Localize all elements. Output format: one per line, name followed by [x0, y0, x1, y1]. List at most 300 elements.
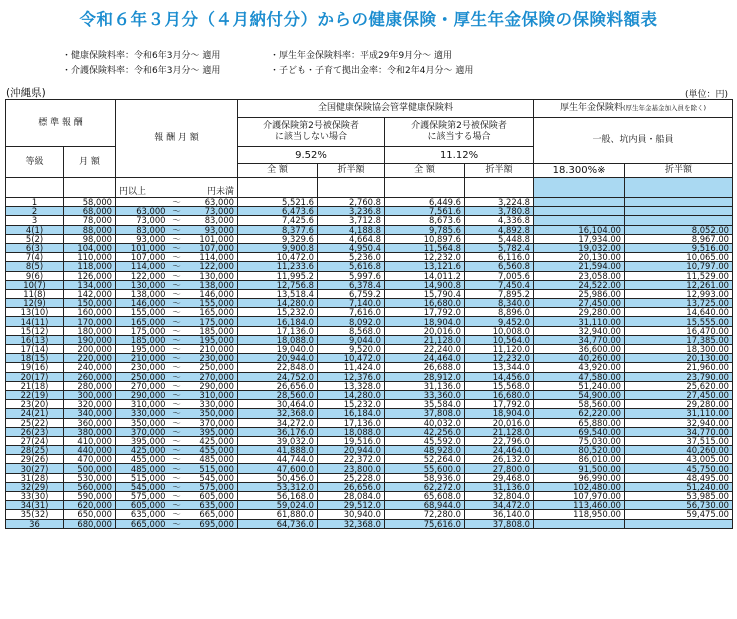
salary-range-cell: 455,000 ～ 485,000 [116, 455, 238, 464]
salary-range-cell: 146,000 ～ 155,000 [116, 299, 238, 308]
range-to: 575,000 [199, 482, 234, 492]
health-full-cell: 39,032.0 [238, 436, 318, 445]
health-full-cell: 30,464.0 [238, 400, 318, 409]
health-half-cell: 7,140.0 [318, 299, 385, 308]
care-half-cell: 21,128.0 [465, 427, 534, 436]
care-half-cell: 9,452.0 [465, 317, 534, 326]
monthly-cell: 470,000 [64, 455, 116, 464]
range-from: 195,000 [130, 344, 166, 354]
health-half-cell: 6,378.4 [318, 280, 385, 289]
health-full-cell: 56,168.0 [238, 492, 318, 501]
range-from: 545,000 [130, 482, 166, 492]
range-from: 310,000 [130, 399, 166, 409]
range-from: 185,000 [130, 335, 166, 345]
pension-full-cell: 102,480.00 [534, 482, 625, 491]
grade-cell: 16(13) [6, 335, 64, 344]
care-full-cell: 6,449.6 [385, 198, 465, 207]
range-from: 485,000 [130, 463, 166, 474]
health-full-cell: 16,184.0 [238, 317, 318, 326]
health-full-cell: 36,176.0 [238, 427, 318, 436]
table-row [6, 492, 733, 501]
header-care-yes: 介護保険第2号被保険者 に該当する場合 [385, 118, 534, 147]
range-from: 370,000 [130, 427, 166, 437]
range-from: 210,000 [130, 353, 166, 363]
monthly-cell: 560,000 [64, 482, 116, 491]
range-from: 665,000 [130, 519, 166, 529]
table-row [6, 354, 733, 363]
range-to: 73,000 [204, 206, 234, 216]
range-from: 122,000 [130, 271, 166, 281]
care-half-cell: 10,564.0 [465, 335, 534, 344]
pension-half-cell: 11,529.00 [625, 271, 733, 280]
care-full-cell: 62,272.0 [385, 482, 465, 491]
pension-half-cell: 16,470.00 [625, 326, 733, 335]
care-full-cell: 35,584.0 [385, 400, 465, 409]
health-half-cell: 4,664.8 [318, 234, 385, 243]
care-full-cell: 75,616.0 [385, 519, 465, 528]
grade-cell: 13(10) [6, 308, 64, 317]
salary-range-cell: 370,000 ～ 395,000 [116, 427, 238, 436]
pension-full-cell: 17,934.00 [534, 234, 625, 243]
health-half-cell: 5,997.6 [318, 271, 385, 280]
care-half-cell: 13,344.0 [465, 363, 534, 372]
health-full-cell: 17,136.0 [238, 326, 318, 335]
health-half-cell: 8,092.0 [318, 317, 385, 326]
table-row [6, 225, 733, 234]
grade-cell: 32(29) [6, 482, 64, 491]
table-row [6, 446, 733, 455]
table-row [6, 501, 733, 510]
health-full-cell: 20,944.0 [238, 354, 318, 363]
grade-cell: 25(22) [6, 418, 64, 427]
health-half-cell: 8,568.0 [318, 326, 385, 335]
health-half-cell: 15,232.0 [318, 400, 385, 409]
range-to: 370,000 [199, 418, 234, 428]
grade-cell: 5(2) [6, 234, 64, 243]
pension-half-cell: 13,725.00 [625, 299, 733, 308]
header-standard: 標 準 報 酬 [6, 100, 116, 147]
pension-half-cell: 25,620.00 [625, 381, 733, 390]
range-from: 83,000 [136, 225, 166, 235]
health-half-cell: 18,088.0 [318, 427, 385, 436]
health-full-cell: 32,368.0 [238, 409, 318, 418]
range-to: 695,000 [199, 519, 234, 529]
monthly-cell: 410,000 [64, 436, 116, 445]
monthly-cell: 340,000 [64, 409, 116, 418]
range-to: 395,000 [199, 427, 234, 437]
care-full-cell: 40,032.0 [385, 418, 465, 427]
care-full-cell: 33,360.0 [385, 390, 465, 399]
pension-half-cell [625, 198, 733, 207]
care-half-cell: 29,468.0 [465, 473, 534, 482]
care-full-cell: 14,900.8 [385, 280, 465, 289]
grade-cell: 11(8) [6, 289, 64, 298]
pension-full-cell: 21,594.00 [534, 262, 625, 271]
health-half-cell: 7,616.0 [318, 308, 385, 317]
care-half-cell: 7,895.2 [465, 289, 534, 298]
care-half-cell: 3,224.8 [465, 198, 534, 207]
header-from: 円以上 [119, 187, 147, 197]
care-full-cell: 21,128.0 [385, 335, 465, 344]
table-row [6, 510, 733, 519]
pension-half-cell: 59,475.00 [625, 510, 733, 519]
grade-cell: 15(12) [6, 326, 64, 335]
care-full-cell: 72,280.0 [385, 510, 465, 519]
table-row [6, 234, 733, 243]
pension-half-cell: 9,516.00 [625, 243, 733, 252]
salary-range-cell: 122,000 ～ 130,000 [116, 271, 238, 280]
range-to: 195,000 [199, 335, 234, 345]
header-pension-note: (厚生年金基金加入員を除く) [622, 104, 707, 112]
care-half-cell: 11,120.0 [465, 345, 534, 354]
health-half-cell: 23,800.0 [318, 464, 385, 473]
table-row [6, 372, 733, 381]
health-half-cell: 25,228.0 [318, 473, 385, 482]
health-full-cell: 15,232.0 [238, 308, 318, 317]
salary-range-cell: 165,000 ～ 175,000 [116, 317, 238, 326]
salary-range-cell: 195,000 ～ 210,000 [116, 345, 238, 354]
note-care-rate: ・介護保険料率：令和6年3月分～ 適用 [62, 66, 221, 76]
monthly-cell: 170,000 [64, 317, 116, 326]
pension-full-cell: 75,030.00 [534, 436, 625, 445]
care-full-cell: 31,136.0 [385, 381, 465, 390]
monthly-cell: 240,000 [64, 363, 116, 372]
monthly-cell: 58,000 [64, 198, 116, 207]
pension-half-cell: 31,110.00 [625, 409, 733, 418]
pension-half-cell: 37,515.00 [625, 436, 733, 445]
care-full-cell: 16,680.0 [385, 299, 465, 308]
care-full-cell: 10,897.6 [385, 234, 465, 243]
range-to: 101,000 [199, 234, 234, 244]
health-full-cell: 64,736.0 [238, 519, 318, 528]
range-from: 635,000 [130, 509, 166, 520]
monthly-cell: 78,000 [64, 216, 116, 225]
care-full-cell: 20,016.0 [385, 326, 465, 335]
health-half-cell: 4,950.4 [318, 243, 385, 252]
range-to: 138,000 [199, 280, 234, 290]
care-full-cell: 55,600.0 [385, 464, 465, 473]
care-half-cell: 8,340.0 [465, 299, 534, 308]
pension-full-cell: 20,130.00 [534, 253, 625, 262]
health-half-cell: 30,940.0 [318, 510, 385, 519]
range-from: 138,000 [130, 289, 166, 299]
health-full-cell: 7,425.6 [238, 216, 318, 225]
grade-cell: 8(5) [6, 262, 64, 271]
table-row [6, 216, 733, 225]
health-full-cell: 18,088.0 [238, 335, 318, 344]
care-half-cell: 8,896.0 [465, 308, 534, 317]
range-to: 107,000 [199, 243, 234, 253]
monthly-cell: 440,000 [64, 446, 116, 455]
salary-range-cell: 138,000 ～ 146,000 [116, 289, 238, 298]
table-row [6, 308, 733, 317]
care-full-cell: 17,792.0 [385, 308, 465, 317]
table-row [6, 271, 733, 280]
health-half-cell: 2,760.8 [318, 198, 385, 207]
care-half-cell: 36,140.0 [465, 510, 534, 519]
table-row [6, 390, 733, 399]
range-to: 310,000 [199, 390, 234, 400]
rate-pension: 18.300%※ [534, 164, 625, 178]
salary-range-cell: 175,000 ～ 185,000 [116, 326, 238, 335]
monthly-cell: 150,000 [64, 299, 116, 308]
care-full-cell: 58,936.0 [385, 473, 465, 482]
range-to: 63,000 [204, 197, 234, 207]
range-to: 175,000 [199, 316, 234, 327]
pension-full-cell: 43,920.00 [534, 363, 625, 372]
table-row [6, 473, 733, 482]
pension-full-cell: 86,010.00 [534, 455, 625, 464]
salary-range-cell: 250,000 ～ 270,000 [116, 372, 238, 381]
salary-range-cell: 107,000 ～ 114,000 [116, 253, 238, 262]
pension-full-cell [534, 216, 625, 225]
range-to: 210,000 [199, 344, 234, 354]
care-full-cell: 8,673.6 [385, 216, 465, 225]
salary-range-cell: ～ 63,000 [116, 198, 238, 207]
table-row [6, 436, 733, 445]
grade-cell: 35(32) [6, 510, 64, 519]
pension-full-cell: 29,280.00 [534, 308, 625, 317]
monthly-cell: 118,000 [64, 262, 116, 271]
rate-notes-left [62, 49, 220, 79]
unit-label: (単位：円) [684, 90, 728, 100]
grade-cell: 1 [6, 198, 64, 207]
salary-range-cell: 155,000 ～ 165,000 [116, 308, 238, 317]
care-half-cell: 16,680.0 [465, 390, 534, 399]
pension-half-cell: 20,130.00 [625, 354, 733, 363]
grade-cell: 27(24) [6, 436, 64, 445]
health-full-cell: 10,472.0 [238, 253, 318, 262]
pension-full-cell: 40,260.00 [534, 354, 625, 363]
range-to: 146,000 [199, 289, 234, 299]
care-half-cell: 12,232.0 [465, 354, 534, 363]
care-full-cell: 22,240.0 [385, 345, 465, 354]
range-from: 114,000 [130, 261, 166, 271]
pension-half-cell: 10,065.00 [625, 253, 733, 262]
range-from: 146,000 [130, 298, 166, 308]
table-row [6, 317, 733, 326]
range-from: 73,000 [136, 215, 166, 226]
care-half-cell: 4,892.8 [465, 225, 534, 234]
grade-cell: 10(7) [6, 280, 64, 289]
pension-half-cell: 12,993.00 [625, 289, 733, 298]
health-half-cell: 20,944.0 [318, 446, 385, 455]
page-title: 令和６年３月分（４月納付分）からの健康保険・厚生年金保険の保険料額表 [79, 10, 658, 29]
health-full-cell: 41,888.0 [238, 446, 318, 455]
pension-half-cell: 43,005.00 [625, 455, 733, 464]
prefecture-label: (沖縄県) [6, 87, 46, 99]
note-child-rate: ・子ども・子育て拠出金率：令和2年4月分～ 適用 [270, 66, 474, 76]
pension-half-cell: 23,790.00 [625, 372, 733, 381]
salary-range-cell: 230,000 ～ 250,000 [116, 363, 238, 372]
pension-full-cell: 24,522.00 [534, 280, 625, 289]
header-care-no: 介護保険第2号被保険者 に該当しない場合 [238, 118, 385, 147]
table-row [6, 482, 733, 491]
range-from: 395,000 [130, 436, 166, 446]
table-body [6, 100, 733, 529]
grade-cell: 2 [6, 207, 64, 216]
header-salary-range: 報 酬 月 額 [116, 100, 238, 178]
range-from: 425,000 [130, 445, 166, 455]
monthly-cell: 280,000 [64, 381, 116, 390]
care-full-cell: 7,561.6 [385, 207, 465, 216]
table-row [6, 363, 733, 372]
range-to: 635,000 [199, 500, 234, 510]
pension-half-cell: 12,261.00 [625, 280, 733, 289]
monthly-cell: 260,000 [64, 372, 116, 381]
health-half-cell: 17,136.0 [318, 418, 385, 427]
range-to: 270,000 [199, 372, 234, 382]
range-from: 330,000 [130, 408, 166, 418]
pension-full-cell: 36,600.00 [534, 345, 625, 354]
health-half-cell: 9,520.0 [318, 345, 385, 354]
grade-cell: 6(3) [6, 243, 64, 252]
pension-half-cell: 45,750.00 [625, 464, 733, 473]
pension-half-cell: 40,260.00 [625, 446, 733, 455]
table-row [6, 243, 733, 252]
pension-full-cell: 91,500.00 [534, 464, 625, 473]
health-full-cell: 61,880.0 [238, 510, 318, 519]
range-to: 330,000 [199, 399, 234, 409]
monthly-cell: 590,000 [64, 492, 116, 501]
care-half-cell: 20,016.0 [465, 418, 534, 427]
care-full-cell: 13,121.6 [385, 262, 465, 271]
health-full-cell: 22,848.0 [238, 363, 318, 372]
health-half-cell: 11,424.0 [318, 363, 385, 372]
monthly-cell: 126,000 [64, 271, 116, 280]
header-full-1: 全 額 [238, 164, 318, 178]
health-half-cell: 16,184.0 [318, 409, 385, 418]
pension-full-cell: 54,900.00 [534, 390, 625, 399]
health-full-cell: 12,756.8 [238, 280, 318, 289]
grade-cell: 22(19) [6, 390, 64, 399]
salary-range-cell: 114,000 ～ 122,000 [116, 262, 238, 271]
grade-cell: 14(11) [6, 317, 64, 326]
table-row [6, 418, 733, 427]
pension-full-cell: 34,770.00 [534, 335, 625, 344]
header-half-1: 折半額 [318, 164, 385, 178]
salary-range-cell: 395,000 ～ 425,000 [116, 436, 238, 445]
grade-cell: 31(28) [6, 473, 64, 482]
care-full-cell: 12,232.0 [385, 253, 465, 262]
monthly-cell: 220,000 [64, 354, 116, 363]
health-half-cell: 19,516.0 [318, 436, 385, 445]
monthly-cell: 530,000 [64, 473, 116, 482]
health-full-cell: 50,456.0 [238, 473, 318, 482]
header-full-2: 全 額 [385, 164, 465, 178]
care-half-cell: 6,116.0 [465, 253, 534, 262]
range-from: 175,000 [130, 326, 166, 336]
health-full-cell: 11,995.2 [238, 271, 318, 280]
grade-cell: 33(30) [6, 492, 64, 501]
care-half-cell: 27,800.0 [465, 464, 534, 473]
grade-cell: 29(26) [6, 455, 64, 464]
care-half-cell: 31,136.0 [465, 482, 534, 491]
table-row [6, 345, 733, 354]
range-to: 185,000 [199, 326, 234, 336]
table-row [6, 289, 733, 298]
pension-half-cell: 34,770.00 [625, 427, 733, 436]
pension-full-cell: 80,520.00 [534, 446, 625, 455]
grade-cell: 23(20) [6, 400, 64, 409]
care-half-cell: 34,472.0 [465, 501, 534, 510]
salary-range-cell: 73,000 ～ 83,000 [116, 216, 238, 225]
header-half-2: 折半額 [465, 164, 534, 178]
care-half-cell: 37,808.0 [465, 519, 534, 528]
care-half-cell: 7,005.6 [465, 271, 534, 280]
monthly-cell: 88,000 [64, 225, 116, 234]
health-half-cell: 6,759.2 [318, 289, 385, 298]
monthly-cell: 104,000 [64, 243, 116, 252]
pension-full-cell: 96,990.00 [534, 473, 625, 482]
pension-half-cell: 51,240.00 [625, 482, 733, 491]
rate-care-no: 9.52% [238, 147, 385, 164]
pension-full-cell: 118,950.00 [534, 510, 625, 519]
range-to: 485,000 [199, 454, 234, 464]
health-full-cell: 28,560.0 [238, 390, 318, 399]
range-to: 230,000 [199, 353, 234, 363]
range-to: 665,000 [199, 509, 234, 520]
salary-range-cell: 575,000 ～ 605,000 [116, 492, 238, 501]
pension-half-cell: 27,450.00 [625, 390, 733, 399]
range-to: 250,000 [199, 362, 234, 373]
range-to: 165,000 [199, 307, 234, 317]
table-row [6, 280, 733, 289]
salary-range-cell: 425,000 ～ 455,000 [116, 446, 238, 455]
health-full-cell: 53,312.0 [238, 482, 318, 491]
health-full-cell: 13,518.4 [238, 289, 318, 298]
range-from: 101,000 [130, 243, 166, 253]
header-yen-range [116, 178, 238, 198]
header-grade: 等級 [6, 147, 64, 178]
monthly-cell: 98,000 [64, 234, 116, 243]
health-full-cell: 44,744.0 [238, 455, 318, 464]
table-row [6, 381, 733, 390]
salary-range-cell: 485,000 ～ 515,000 [116, 464, 238, 473]
care-full-cell: 14,011.2 [385, 271, 465, 280]
range-to: 545,000 [199, 473, 234, 483]
pension-half-cell [625, 207, 733, 216]
range-from: 575,000 [130, 491, 166, 501]
monthly-cell: 650,000 [64, 510, 116, 519]
health-half-cell: 3,236.8 [318, 207, 385, 216]
grade-cell: 7(4) [6, 253, 64, 262]
monthly-cell: 680,000 [64, 519, 116, 528]
range-from: 107,000 [130, 252, 166, 262]
range-from: 455,000 [130, 454, 166, 464]
pension-half-cell [625, 216, 733, 225]
grade-cell: 30(27) [6, 464, 64, 473]
pension-half-cell: 53,985.00 [625, 492, 733, 501]
grade-cell: 12(9) [6, 299, 64, 308]
care-full-cell: 42,256.0 [385, 427, 465, 436]
care-half-cell: 4,336.8 [465, 216, 534, 225]
pension-half-cell: 21,960.00 [625, 363, 733, 372]
range-to: 605,000 [199, 491, 234, 501]
pension-full-cell: 113,460.00 [534, 501, 625, 510]
health-full-cell: 8,377.6 [238, 225, 318, 234]
care-full-cell: 48,928.0 [385, 446, 465, 455]
pension-half-cell [625, 519, 733, 528]
salary-range-cell: 93,000 ～ 101,000 [116, 234, 238, 243]
pension-full-cell: 16,104.00 [534, 225, 625, 234]
health-half-cell: 5,616.8 [318, 262, 385, 271]
salary-range-cell: 63,000 ～ 73,000 [116, 207, 238, 216]
range-to: 130,000 [199, 271, 234, 281]
care-half-cell: 17,792.0 [465, 400, 534, 409]
table-row [6, 326, 733, 335]
health-half-cell: 29,512.0 [318, 501, 385, 510]
